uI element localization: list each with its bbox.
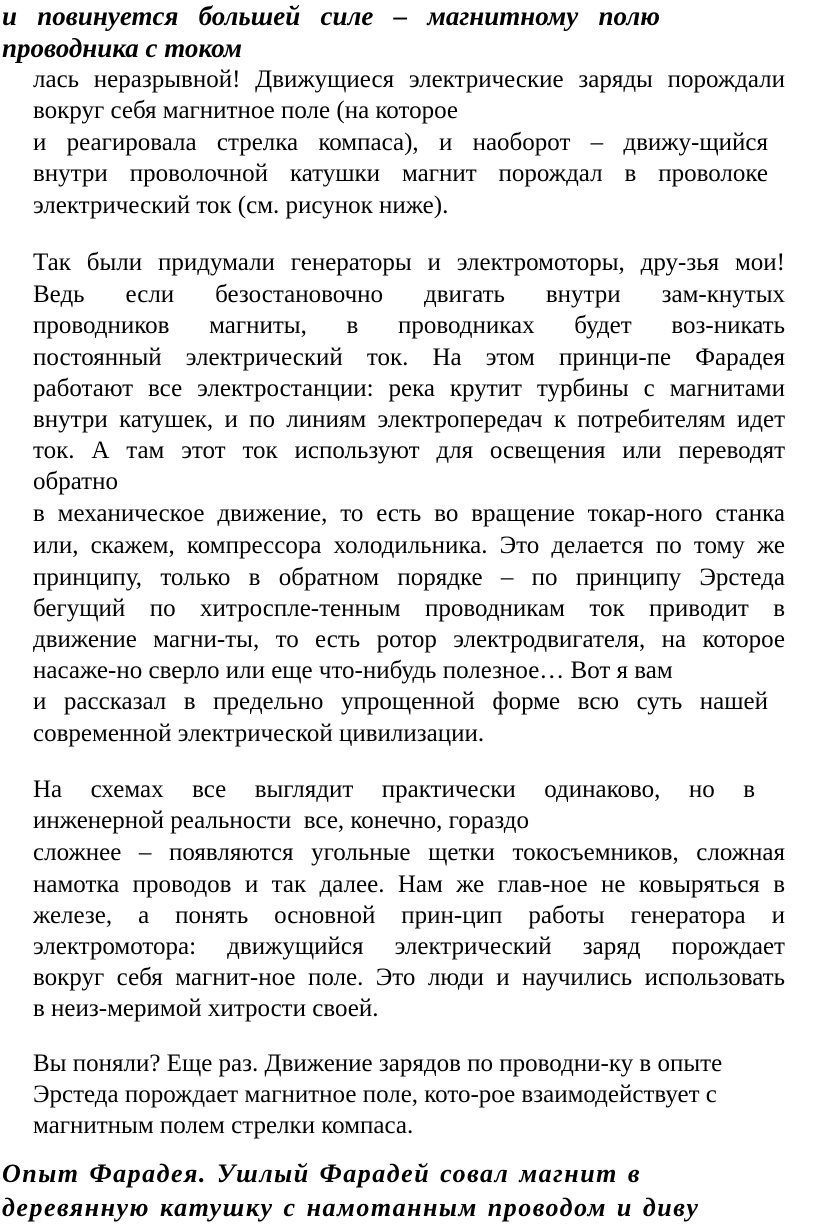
text-line: движение магни-ты, то есть ротор электродвигателя, на которое bbox=[33, 626, 785, 653]
text-line: магнитным полем стрелки компаса. bbox=[33, 1112, 414, 1139]
text-line: и реагировала стрелка компаса), и наоборот – движу-щийся bbox=[33, 129, 768, 156]
text-line: в механическое движение, то есть во вращение токар-ного станка bbox=[33, 500, 785, 527]
text-line: проводников магниты, в проводниках будет воз-никать bbox=[33, 312, 785, 339]
text-line: работают все электростанции: река крутит турбины с магнитами bbox=[33, 375, 785, 402]
text-line: ток. А там этот ток используют для освещения или переводят bbox=[33, 437, 785, 464]
text-line: обратно bbox=[33, 468, 118, 495]
text-line: и рассказал в предельно упрощенной форме всю суть нашей bbox=[33, 688, 768, 715]
heading-bottom-line-2: деревянную катушку с намотанным проводом и диву bbox=[2, 1193, 700, 1222]
text-line: электромотора: движущийся электрический заряд порождает bbox=[33, 933, 785, 960]
text-line: насаже-но сверло или еще что-нибудь полезное… Вот я вам bbox=[33, 657, 673, 684]
text-line: постоянный электрический ток. На этом принци-пе Фарадея bbox=[33, 344, 785, 371]
text-line: современной электрической цивилизации. bbox=[33, 720, 485, 747]
text-line: железе, а понять основной прин-цип работы генератора и bbox=[33, 902, 785, 929]
text-line: электрический ток (см. рисунок ниже). bbox=[33, 192, 449, 219]
text-line: принципу, только в обратном порядке – по принципу Эрстеда bbox=[33, 564, 785, 591]
text-line: вокруг себя магнитное поле (на которое bbox=[33, 97, 458, 124]
text-line: в неиз-меримой хитрости своей. bbox=[33, 995, 379, 1022]
text-line: Ведь если безостановочно двигать внутри зам-кнутых bbox=[33, 281, 785, 308]
heading-top-line-2: проводника с током bbox=[2, 33, 243, 63]
text-line: или, скажем, компрессора холодильника. Это делается по тому же bbox=[33, 532, 785, 559]
text-line: инженерной реальности все, конечно, гораздо bbox=[33, 807, 529, 834]
text-line: сложнее – появляются угольные щетки токосъемников, сложная bbox=[33, 839, 785, 866]
text-line: Эрстеда порождает магнитное поле, кото-рое взаимодействует с bbox=[33, 1081, 717, 1108]
text-line: На схемах все выглядит практически одинаково, но в bbox=[33, 776, 755, 803]
text-line: Так были придумали генераторы и электромоторы, дру-зья мои! bbox=[33, 249, 785, 276]
text-line: внутри катушек, и по линиям электропередач к потребителям идет bbox=[33, 406, 785, 433]
text-line: лась неразрывной! Движущиеся электрические заряды порождали bbox=[33, 66, 785, 93]
text-line: намотка проводов и так далее. Нам же глав-ное не ковыряться в bbox=[33, 871, 785, 898]
text-line: Вы поняли? Еще раз. Движение зарядов по проводни-ку в опыте bbox=[33, 1050, 723, 1077]
heading-bottom-line-1: Опыт Фарадея. Ушлый Фарадей совал магнит в bbox=[2, 1159, 642, 1188]
heading-top-line-1: и повинуется большей силе – магнитному полю bbox=[2, 1, 660, 31]
text-line: вокруг себя магнит-ное поле. Это люди и научились использовать bbox=[33, 964, 785, 991]
text-line: внутри проволочной катушки магнит порождал в проволоке bbox=[33, 160, 768, 187]
text-line: бегущий по хитроспле-тенным проводникам ток приводит в bbox=[33, 595, 785, 622]
